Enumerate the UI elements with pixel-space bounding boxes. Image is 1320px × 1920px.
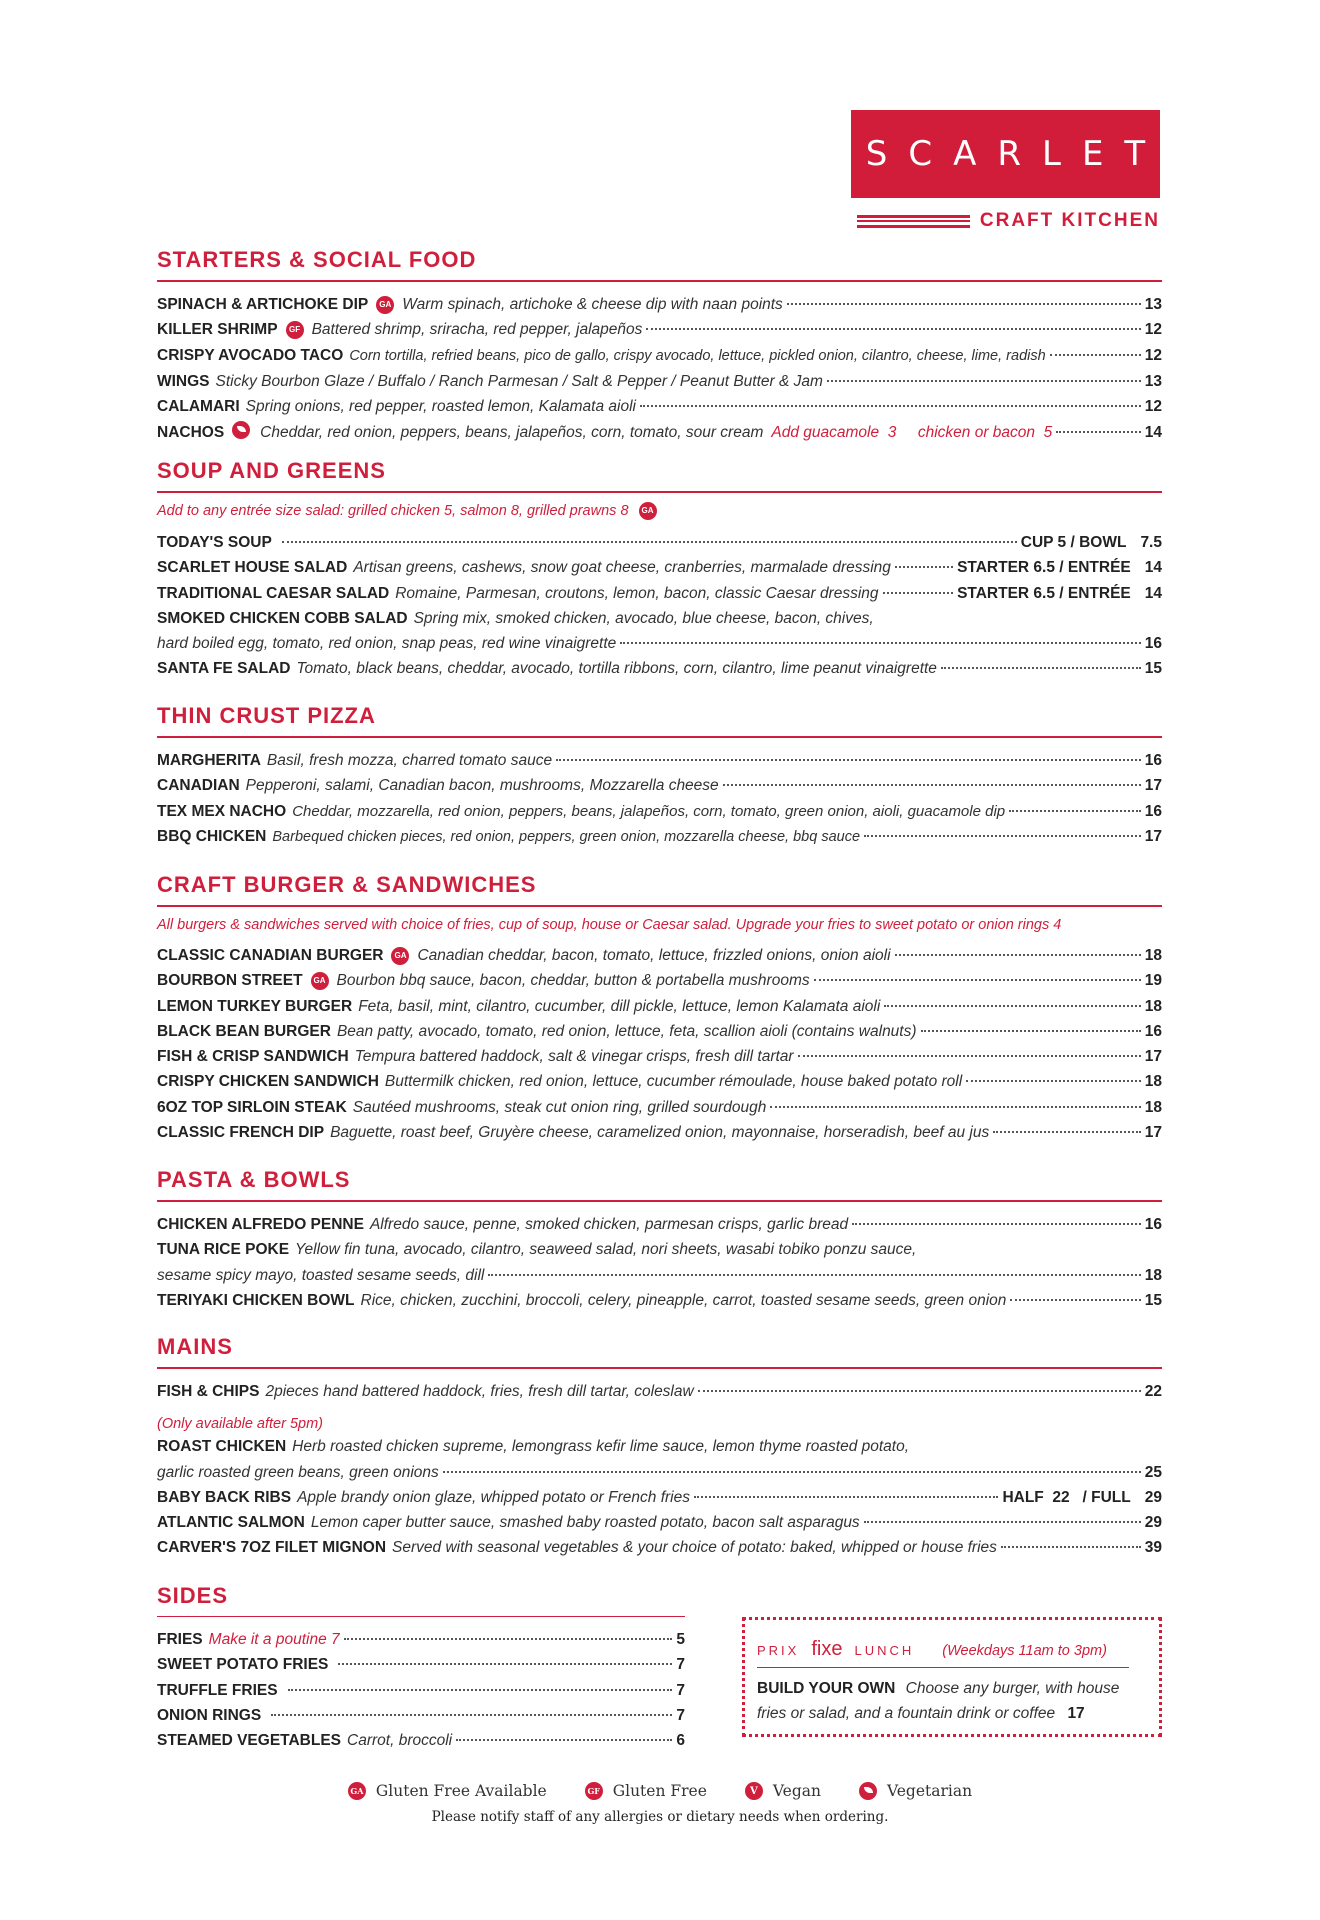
menu-item-continued xyxy=(157,631,1162,656)
item-desc: Pepperoni, salami, Canadian bacon, mushrooms, Mozzarella cheese xyxy=(245,777,719,795)
allergy-notice: Please notify staff of any allergies or dietary needs when ordering. xyxy=(431,1809,889,1825)
item-desc: Buttermilk chicken, red onion, lettuce, cucumber rémoulade, house baked potato roll xyxy=(384,1073,963,1091)
prix-fixe-header xyxy=(757,1638,1129,1668)
item-desc: Battered shrimp, sriracha, red pepper, jalapeños xyxy=(311,321,643,339)
item-name: TUNA RICE POKE xyxy=(157,1241,290,1259)
item-price: 18 xyxy=(1144,1073,1162,1091)
prix-fixe-item-name: BUILD YOUR OWN xyxy=(757,1680,896,1697)
item-name: CLASSIC CANADIAN BURGER xyxy=(157,947,384,964)
logo-lines xyxy=(857,215,970,228)
leader-dots xyxy=(798,1055,1141,1057)
leader-dots xyxy=(640,405,1141,407)
item-desc: Barbequed chicken pieces, red onion, peppers, green onion, mozzarella cheese, bbq sauce xyxy=(272,828,861,845)
item-name: FRIES xyxy=(157,1631,203,1648)
section-burgers xyxy=(157,871,1162,1145)
legend-gluten-free xyxy=(585,1782,707,1800)
item-name: MARGHERITA xyxy=(157,752,261,769)
item-desc-line2: sesame spicy mayo, toasted sesame seeds, dill xyxy=(157,1266,485,1284)
item-desc: Herb roasted chicken supreme, lemongrass kefir lime sauce, lemon thyme roasted potato, xyxy=(292,1438,910,1456)
item-desc: Corn tortilla, refried beans, pico de gallo, crispy avocado, lettuce, pickled onion, cilantro, cheese, lime, radish xyxy=(349,347,1046,364)
menu-item xyxy=(157,555,1162,580)
menu-item xyxy=(157,606,1162,631)
item-price: 18 xyxy=(1144,947,1162,964)
item-desc: Feta, basil, mint, cilantro, cucumber, dill pickle, lettuce, lemon Kalamata aioli xyxy=(358,997,881,1015)
item-name: KILLER SHRIMP xyxy=(157,321,278,339)
gluten-free-available-icon: GA xyxy=(311,972,329,990)
leader-dots xyxy=(344,1638,673,1640)
leader-dots xyxy=(864,1521,1141,1523)
item-name: BABY BACK RIBS xyxy=(157,1488,292,1506)
gluten-free-available-icon: GA xyxy=(376,296,394,314)
item-price: 17 xyxy=(1144,827,1162,845)
item-name: FISH & CHIPS xyxy=(157,1383,260,1400)
item-name: LEMON TURKEY BURGER xyxy=(157,997,353,1015)
leader-dots xyxy=(694,1496,998,1498)
item-name: SPINACH & ARTICHOKE DIP xyxy=(157,296,369,313)
item-price: 25 xyxy=(1144,1463,1162,1481)
item-desc: Carrot, broccoli xyxy=(347,1732,453,1750)
menu-item xyxy=(157,1288,1162,1313)
leader-dots xyxy=(271,1714,672,1716)
menu-item xyxy=(157,824,1162,850)
section-title: SOUP AND GREENS xyxy=(157,457,1162,493)
vegetarian-icon xyxy=(232,421,250,439)
section-title: CRAFT BURGER & SANDWICHES xyxy=(157,871,1162,907)
leader-dots xyxy=(966,1080,1141,1082)
legend-label: Gluten Free Available xyxy=(375,1782,547,1800)
menu-item xyxy=(157,994,1162,1019)
menu-item xyxy=(157,1678,685,1703)
item-name: CLASSIC FRENCH DIP xyxy=(157,1124,325,1142)
leader-dots xyxy=(443,1471,1141,1473)
section-title: SIDES xyxy=(157,1582,685,1617)
item-price: 13 xyxy=(1144,296,1162,313)
item-price: 7 xyxy=(676,1706,685,1724)
item-price: 14 xyxy=(1144,424,1162,442)
gluten-free-icon: GF xyxy=(585,1782,603,1800)
leader-dots xyxy=(288,1689,673,1691)
menu-item xyxy=(157,773,1162,798)
prix-fixe-desc-line2: fries or salad, and a fountain drink or coffee xyxy=(757,1705,1056,1722)
item-desc: Spring onions, red pepper, roasted lemon, Kalamata aioli xyxy=(245,398,636,416)
menu-item xyxy=(157,1379,1162,1404)
item-name: CRISPY AVOCADO TACO xyxy=(157,346,344,364)
item-price: 22 xyxy=(1144,1383,1162,1400)
item-price: 7 xyxy=(676,1656,685,1674)
prix-fixe-box xyxy=(742,1617,1162,1737)
section-note xyxy=(157,501,1162,522)
item-desc: Lemon caper butter sauce, smashed baby roasted potato, bacon salt asparagus xyxy=(310,1514,860,1532)
menu-item xyxy=(157,799,1162,824)
menu-item xyxy=(157,343,1162,369)
item-name: FISH & CRISP SANDWICH xyxy=(157,1048,349,1066)
item-desc: Cheddar, mozzarella, red onion, peppers, beans, jalapeños, corn, tomato, green onion, aioli, guacamole dip xyxy=(292,802,1006,820)
item-price: 39 xyxy=(1144,1539,1162,1557)
item-price: 5 xyxy=(676,1631,685,1648)
item-desc: Alfredo sauce, penne, smoked chicken, parmesan crisps, garlic bread xyxy=(369,1216,849,1233)
vegan-icon: V xyxy=(745,1782,763,1800)
item-name: CRISPY CHICKEN SANDWICH xyxy=(157,1073,379,1091)
item-name: SMOKED CHICKEN COBB SALAD xyxy=(157,609,408,627)
leader-dots xyxy=(884,1005,1140,1007)
section-title: MAINS xyxy=(157,1333,1162,1369)
item-desc: Romaine, Parmesan, croutons, lemon, bacon, classic Caesar dressing xyxy=(395,584,879,602)
dietary-legend xyxy=(0,1782,1320,1800)
leader-dots xyxy=(1009,810,1141,812)
item-name: WINGS xyxy=(157,372,210,390)
leader-dots xyxy=(883,592,954,594)
item-price: 15 xyxy=(1144,1291,1162,1309)
menu-item xyxy=(157,581,1162,606)
leader-dots xyxy=(852,1223,1141,1225)
section-note: All burgers & sandwiches served with choice of fries, cup of soup, house or Caesar salad. Upgrade your fries to sweet potato or onion rings 4 xyxy=(157,917,1062,933)
item-sizes: STARTER 6.5 / ENTRÉE xyxy=(957,584,1131,602)
section-pasta xyxy=(157,1166,1162,1313)
item-name: ROAST CHICKEN xyxy=(157,1438,287,1456)
item-name: CANADIAN xyxy=(157,777,240,795)
item-price: 13 xyxy=(1144,372,1162,390)
vegetarian-icon xyxy=(859,1782,877,1800)
menu-item-continued xyxy=(157,1460,1162,1485)
note-text: Add to any entrée size salad: grilled chicken 5, salmon 8, grilled prawns 8 xyxy=(157,503,629,519)
item-name: TODAY'S SOUP xyxy=(157,534,272,551)
item-name: BOURBON STREET xyxy=(157,972,303,990)
item-desc: Artisan greens, cashews, snow goat cheese, cranberries, marmalade dressing xyxy=(353,559,891,577)
item-price: 7.5 xyxy=(1140,534,1162,551)
item-name: TEX MEX NACHO xyxy=(157,802,287,820)
leader-dots xyxy=(814,979,1141,981)
leader-dots xyxy=(1010,1299,1140,1301)
leader-dots xyxy=(1050,354,1141,356)
item-price: 12 xyxy=(1144,321,1162,339)
item-price: 18 xyxy=(1144,1266,1162,1284)
item-name: STEAMED VEGETABLES xyxy=(157,1732,342,1750)
item-desc: Sautéed mushrooms, steak cut onion ring, grilled sourdough xyxy=(352,1098,767,1116)
menu-item xyxy=(157,1535,1162,1560)
menu-item xyxy=(157,419,1162,445)
menu-item xyxy=(157,1510,1162,1535)
item-desc-line2: hard boiled egg, tomato, red onion, snap peas, red wine vinaigrette xyxy=(157,635,617,653)
leader-dots xyxy=(1056,431,1140,433)
item-name: SWEET POTATO FRIES xyxy=(157,1656,329,1674)
menu-item xyxy=(157,1627,685,1652)
item-name: BLACK BEAN BURGER xyxy=(157,1022,331,1040)
logo-subtitle-block xyxy=(857,210,1160,232)
leader-dots xyxy=(620,642,1140,644)
item-price: 19 xyxy=(1144,972,1162,990)
menu-item xyxy=(157,292,1162,317)
logo xyxy=(851,110,1167,198)
item-name: TRADITIONAL CAESAR SALAD xyxy=(157,584,390,602)
legend-vegetarian xyxy=(859,1782,972,1800)
item-desc: Warm spinach, artichoke & cheese dip with naan points xyxy=(402,296,783,313)
menu-item xyxy=(157,1069,1162,1094)
item-desc: Spring mix, smoked chicken, avocado, blue cheese, bacon, chives, xyxy=(413,609,874,627)
legend-gluten-free-available xyxy=(348,1782,547,1800)
menu-item xyxy=(157,1237,1162,1262)
item-price: 17 xyxy=(1144,777,1162,795)
item-desc: Canadian cheddar, bacon, tomato, lettuce, frizzled onions, onion aioli xyxy=(417,947,891,964)
leader-dots xyxy=(456,1739,672,1741)
menu-item xyxy=(157,656,1162,681)
leader-dots xyxy=(1001,1546,1141,1548)
leader-dots xyxy=(338,1663,672,1665)
item-price: 12 xyxy=(1144,346,1162,364)
item-desc: Tempura battered haddock, salt & vinegar crisps, fresh dill tartar xyxy=(354,1048,794,1066)
menu-item xyxy=(157,1095,1162,1120)
item-name: ONION RINGS xyxy=(157,1706,262,1724)
leader-dots xyxy=(941,667,1141,669)
leader-dots xyxy=(646,328,1140,330)
leader-dots xyxy=(895,954,1141,956)
leader-dots xyxy=(864,835,1141,837)
item-desc: Bourbon bbq sauce, bacon, cheddar, button & portabella mushrooms xyxy=(336,972,810,990)
menu-item xyxy=(157,1728,685,1753)
legend-label: Vegetarian xyxy=(886,1782,973,1800)
menu-item xyxy=(157,1434,1162,1459)
item-price: 15 xyxy=(1144,660,1162,678)
gluten-free-available-icon: GA xyxy=(391,947,409,965)
item-name: BBQ CHICKEN xyxy=(157,827,267,845)
item-name: CALAMARI xyxy=(157,398,240,416)
item-desc: Apple brandy onion glaze, whipped potato or French fries xyxy=(297,1488,690,1506)
lunch-label: LUNCH xyxy=(854,1643,915,1658)
leader-dots xyxy=(556,759,1141,761)
leader-dots xyxy=(827,380,1141,382)
menu-item xyxy=(157,1703,685,1728)
item-desc: 2pieces hand battered haddock, fries, fresh dill tartar, coleslaw xyxy=(265,1383,694,1400)
prix-label: PRIX xyxy=(757,1643,800,1658)
item-sizes: HALF 22 / FULL xyxy=(1002,1488,1131,1506)
item-desc-line2: garlic roasted green beans, green onions xyxy=(157,1463,439,1481)
item-desc: Yellow fin tuna, avocado, cilantro, seaweed salad, nori sheets, wasabi tobiko ponzu sauce, xyxy=(295,1241,917,1259)
item-price: 16 xyxy=(1144,802,1162,820)
leader-dots xyxy=(993,1131,1141,1133)
section-mains xyxy=(157,1333,1162,1561)
menu-item-continued xyxy=(157,1263,1162,1288)
leader-dots xyxy=(282,541,1017,543)
item-desc: Basil, fresh mozza, charred tomato sauce xyxy=(266,752,553,769)
item-price: 7 xyxy=(676,1681,685,1699)
item-name: NACHOS xyxy=(157,424,225,442)
leader-dots xyxy=(787,303,1141,305)
item-name: 6OZ TOP SIRLOIN STEAK xyxy=(157,1098,347,1116)
menu-item xyxy=(157,317,1162,342)
leader-dots xyxy=(895,566,953,568)
item-name: SANTA FE SALAD xyxy=(157,660,291,678)
menu-item xyxy=(157,394,1162,419)
leader-dots xyxy=(921,1030,1141,1032)
leader-dots xyxy=(698,1390,1141,1392)
item-price: 29 xyxy=(1144,1514,1162,1532)
leader-dots xyxy=(723,784,1141,786)
prix-fixe-desc: Choose any burger, with house xyxy=(905,1680,1120,1697)
item-name: SCARLET HOUSE SALAD xyxy=(157,559,348,577)
menu-item xyxy=(157,1120,1162,1145)
item-price: 16 xyxy=(1144,1216,1162,1233)
legend-vegan xyxy=(745,1782,821,1800)
item-name: TERIYAKI CHICKEN BOWL xyxy=(157,1291,355,1309)
menu-item xyxy=(157,1652,685,1677)
item-price: 29 xyxy=(1144,1488,1162,1506)
menu-item xyxy=(157,968,1162,993)
item-price: 16 xyxy=(1144,752,1162,769)
item-price: 12 xyxy=(1144,398,1162,416)
menu-item xyxy=(157,943,1162,968)
item-desc: Tomato, black beans, cheddar, avocado, tortilla ribbons, corn, cilantro, lime peanut vinaigrette xyxy=(296,660,937,678)
item-sizes: STARTER 6.5 / ENTRÉE xyxy=(957,559,1131,577)
item-name: TRUFFLE FRIES xyxy=(157,1681,278,1699)
item-desc: Served with seasonal vegetables & your choice of potato: baked, whipped or house fries xyxy=(392,1539,997,1557)
item-desc: Baguette, roast beef, Gruyère cheese, caramelized onion, mayonnaise, horseradish, beef au jus xyxy=(330,1124,990,1142)
menu-item xyxy=(157,1044,1162,1069)
item-sizes: CUP 5 / BOWL xyxy=(1020,534,1127,551)
item-desc: Sticky Bourbon Glaze / Buffalo / Ranch Parmesan / Salt & Pepper / Peanut Butter & Jam xyxy=(215,372,823,390)
gluten-free-icon: GF xyxy=(286,321,304,339)
item-price: 16 xyxy=(1144,635,1162,653)
prix-fixe-body xyxy=(757,1676,1147,1726)
section-soup-greens xyxy=(157,457,1162,682)
logo-subtitle: CRAFT KITCHEN xyxy=(979,210,1160,231)
item-price: 17 xyxy=(1144,1124,1162,1142)
section-title: THIN CRUST PIZZA xyxy=(157,702,1162,738)
section-sides xyxy=(157,1582,685,1753)
section-title: PASTA & BOWLS xyxy=(157,1166,1162,1202)
prix-fixe-hours: (Weekdays 11am to 3pm) xyxy=(942,1643,1107,1659)
item-desc: Bean patty, avocado, tomato, red onion, lettuce, feta, scallion aioli (contains walnuts) xyxy=(336,1022,917,1040)
leader-dots xyxy=(488,1274,1140,1276)
item-price: 14 xyxy=(1144,559,1162,577)
gluten-free-available-icon: GA xyxy=(639,502,657,520)
item-name: CHICKEN ALFREDO PENNE xyxy=(157,1216,364,1233)
section-title: STARTERS & SOCIAL FOOD xyxy=(157,246,1162,282)
menu-item xyxy=(157,748,1162,773)
item-name: CARVER'S 7OZ FILET MIGNON xyxy=(157,1539,387,1557)
legend-label: Gluten Free xyxy=(612,1782,707,1800)
menu-item xyxy=(157,1212,1162,1237)
item-addons: Make it a poutine 7 xyxy=(208,1631,340,1648)
gluten-free-available-icon: GA xyxy=(348,1782,366,1800)
item-price: 16 xyxy=(1144,1022,1162,1040)
menu-item xyxy=(157,1019,1162,1044)
leader-dots xyxy=(770,1106,1140,1108)
prix-fixe-price: 17 xyxy=(1067,1705,1085,1722)
menu-item xyxy=(157,369,1162,394)
menu-item xyxy=(157,530,1162,555)
logo-name: SCARLET xyxy=(865,134,1167,174)
section-starters xyxy=(157,246,1162,446)
item-addons: Add guacamole 3 chicken or bacon 5 xyxy=(771,424,1053,442)
item-price: 17 xyxy=(1144,1048,1162,1066)
item-price: 6 xyxy=(676,1732,685,1750)
legend-label: Vegan xyxy=(772,1782,821,1800)
menu-item xyxy=(157,1485,1162,1510)
item-price: 18 xyxy=(1144,1098,1162,1116)
item-price: 18 xyxy=(1144,997,1162,1015)
item-desc: Rice, chicken, zucchini, broccoli, celery, pineapple, carrot, toasted sesame seeds, green onion xyxy=(360,1291,1007,1309)
section-pizza xyxy=(157,702,1162,850)
item-price: 14 xyxy=(1144,584,1162,602)
section-note: (Only available after 5pm) xyxy=(157,1416,324,1433)
item-name: ATLANTIC SALMON xyxy=(157,1514,305,1532)
item-desc: Cheddar, red onion, peppers, beans, jalapeños, corn, tomato, sour cream xyxy=(260,424,764,442)
fixe-label: fixe xyxy=(811,1638,843,1660)
